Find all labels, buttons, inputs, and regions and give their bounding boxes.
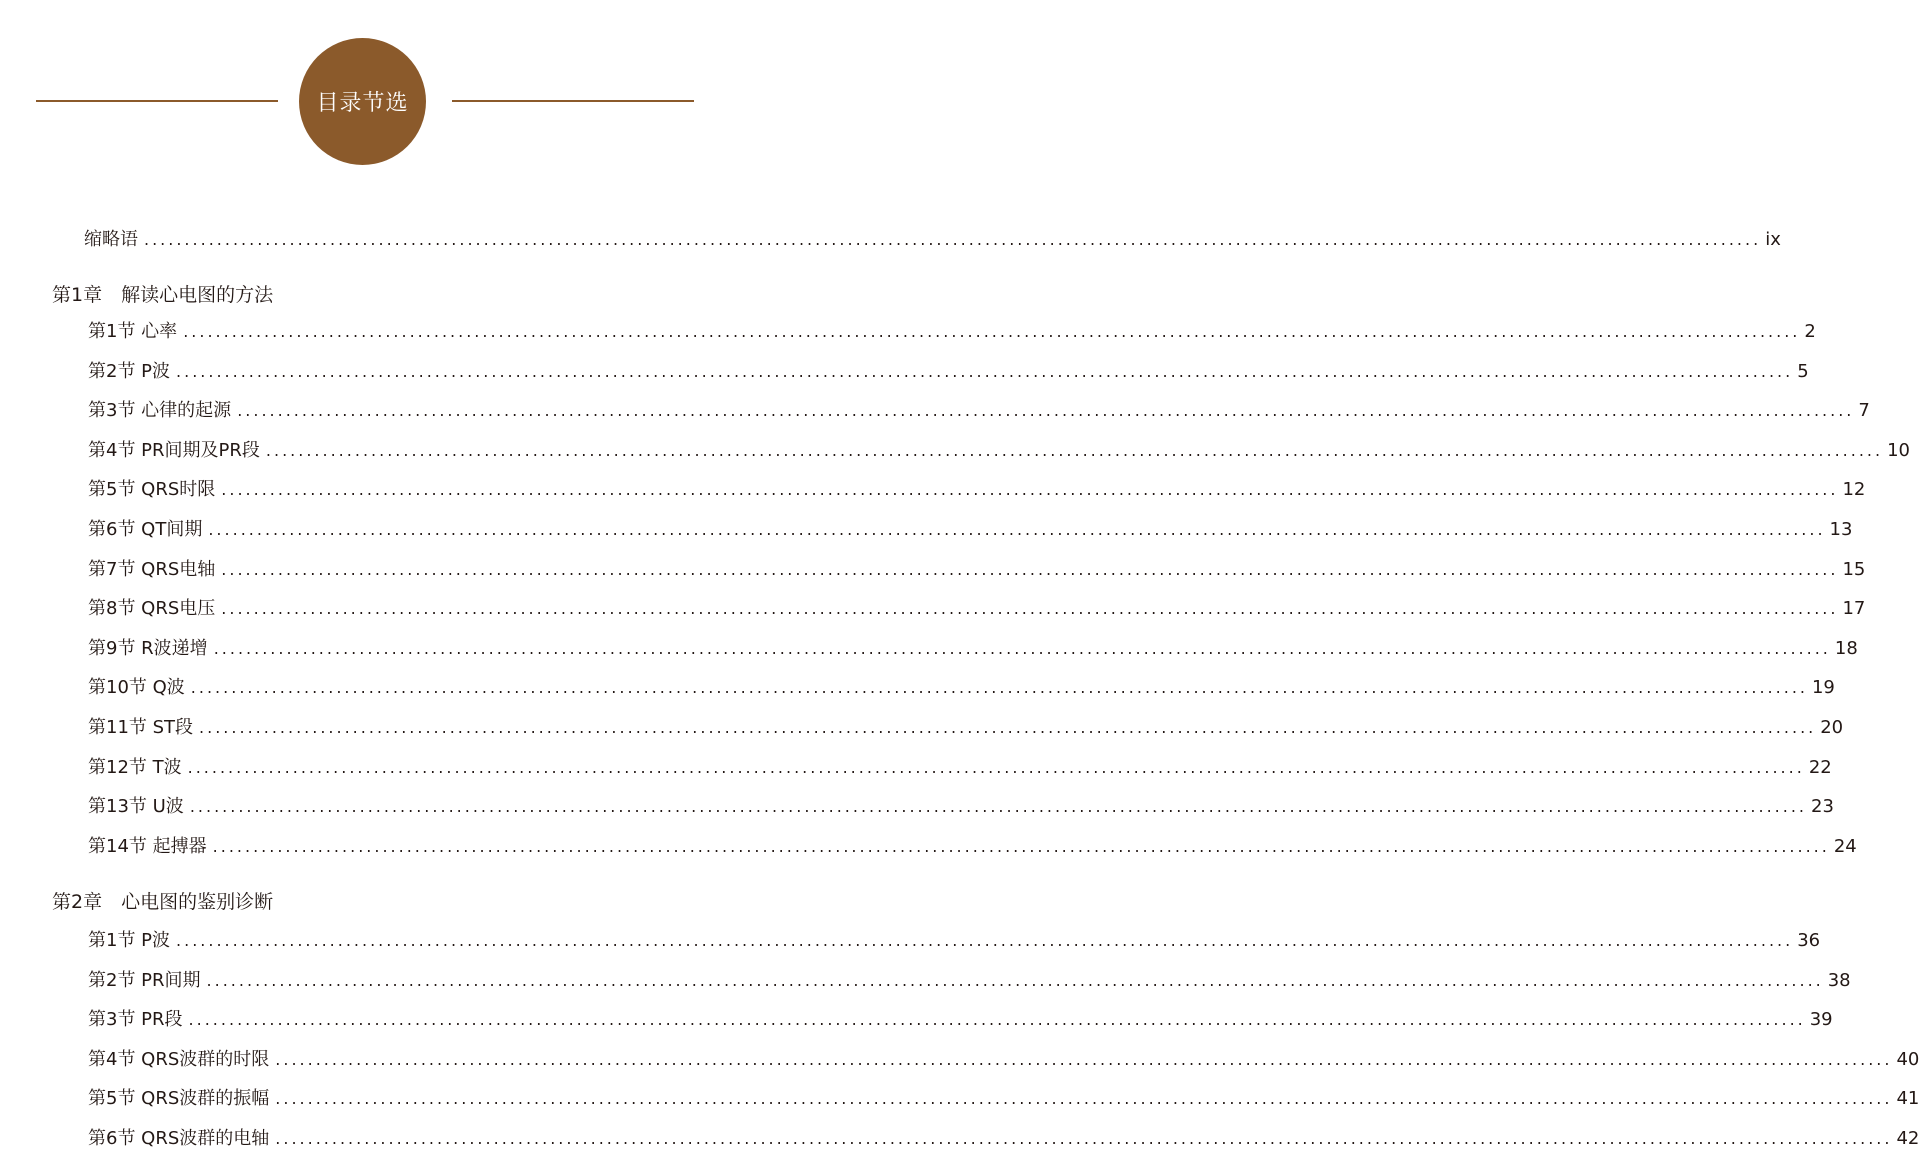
- toc-entry-label: 缩略语: [84, 229, 138, 250]
- toc-entry[interactable]: [88, 1008, 1833, 1032]
- toc-entry-page: 10: [1887, 440, 1910, 461]
- toc-entry-page: 5: [1797, 361, 1809, 382]
- toc-dot-leader: ........................................................................................................................................................................................................: [187, 758, 1805, 777]
- toc-entry-label: 第7节 QRS电轴: [88, 559, 216, 580]
- toc-entry-label: 第5节 QRS时限: [88, 479, 216, 500]
- toc-entry-page: 19: [1811, 677, 1835, 698]
- chapter-heading[interactable]: 第2章 心电图的鉴别诊断: [52, 891, 274, 913]
- toc-entry[interactable]: [88, 756, 1832, 780]
- toc-dot-leader: ........................................................................................................................................................................................................: [275, 1050, 1893, 1069]
- toc-dot-leader: ........................................................................................................................................................................................................: [221, 480, 1839, 499]
- toc-entry[interactable]: [88, 518, 1853, 542]
- toc-entry[interactable]: [88, 1048, 1919, 1072]
- toc-entry-label: 第5节 QRS波群的振幅: [88, 1088, 270, 1109]
- toc-entry-page: ix: [1765, 229, 1781, 250]
- toc-entry-label: 第1节 心率: [88, 321, 178, 342]
- page-header: [0, 0, 730, 170]
- toc-entry-page: 23: [1811, 796, 1834, 817]
- toc-entry-page: 39: [1809, 1009, 1833, 1030]
- toc-entry-page: 7: [1858, 400, 1870, 421]
- toc-entry[interactable]: [88, 1087, 1919, 1111]
- header-badge: [299, 38, 426, 165]
- toc-entry[interactable]: [88, 558, 1866, 582]
- toc-dot-leader: ........................................................................................................................................................................................................: [208, 520, 1826, 539]
- toc-dot-leader: ........................................................................................................................................................................................................: [265, 441, 1884, 460]
- toc-entry-page: 36: [1797, 930, 1821, 951]
- toc-entry-label: 第12节 T波: [88, 757, 182, 778]
- toc-entry-label: 第9节 R波递增: [88, 638, 208, 659]
- toc-entry[interactable]: [88, 597, 1866, 621]
- toc-dot-leader: ........................................................................................................................................................................................................: [237, 401, 1855, 420]
- toc-entry-label: 第11节 ST段: [88, 717, 194, 738]
- toc-entry-page: 13: [1829, 519, 1853, 540]
- toc-entry-label: 第6节 QRS波群的电轴: [88, 1128, 270, 1149]
- toc-dot-leader: ........................................................................................................................................................................................................: [221, 560, 1839, 579]
- toc-entry-label: 第10节 Q波: [88, 677, 185, 698]
- toc-entry[interactable]: [88, 835, 1857, 859]
- toc-dot-leader: ........................................................................................................................................................................................................: [213, 639, 1831, 658]
- toc-dot-leader: ........................................................................................................................................................................................................: [188, 1010, 1806, 1029]
- toc-dot-leader: ........................................................................................................................................................................................................: [275, 1089, 1893, 1108]
- toc-entry-label: 第13节 U波: [88, 796, 184, 817]
- toc-entry-label: 第6节 QT间期: [88, 519, 203, 540]
- toc-entry[interactable]: [88, 320, 1816, 344]
- toc-entry[interactable]: [88, 637, 1858, 661]
- toc-entry[interactable]: [84, 228, 1781, 252]
- toc-entry-page: 42: [1896, 1128, 1919, 1149]
- toc-entry[interactable]: [88, 1127, 1919, 1151]
- toc-entry-page: 41: [1896, 1088, 1919, 1109]
- toc-entry[interactable]: [88, 969, 1851, 993]
- toc-dot-leader: ........................................................................................................................................................................................................: [176, 931, 1794, 950]
- toc-dot-leader: ........................................................................................................................................................................................................: [275, 1129, 1893, 1148]
- toc-dot-leader: ........................................................................................................................................................................................................: [176, 362, 1794, 381]
- toc-entry-page: 18: [1834, 638, 1858, 659]
- toc-entry[interactable]: [88, 439, 1910, 463]
- toc-entry[interactable]: [88, 929, 1821, 953]
- toc-entry-page: 40: [1896, 1049, 1919, 1070]
- toc-dot-leader: ........................................................................................................................................................................................................: [221, 599, 1839, 618]
- toc-entry-label: 第4节 PR间期及PR段: [88, 440, 260, 461]
- toc-dot-leader: ........................................................................................................................................................................................................: [212, 837, 1830, 856]
- toc-entry-label: 第4节 QRS波群的时限: [88, 1049, 270, 1070]
- toc-dot-leader: ........................................................................................................................................................................................................: [183, 322, 1801, 341]
- toc-entry-label: 第8节 QRS电压: [88, 598, 216, 619]
- toc-entry-label: 第2节 P波: [88, 361, 171, 382]
- toc-entry[interactable]: [88, 716, 1844, 740]
- toc-dot-leader: ........................................................................................................................................................................................................: [190, 678, 1808, 697]
- toc-entry-page: 2: [1804, 321, 1816, 342]
- toc-entry[interactable]: [88, 795, 1834, 819]
- toc-entry-label: 第14节 起搏器: [88, 836, 207, 857]
- toc-entry-page: 15: [1842, 559, 1866, 580]
- toc-dot-leader: ........................................................................................................................................................................................................: [189, 797, 1807, 816]
- toc-entry-page: 24: [1833, 836, 1857, 857]
- toc-dot-leader: ........................................................................................................................................................................................................: [199, 718, 1817, 737]
- toc-entry[interactable]: [88, 399, 1870, 423]
- toc-dot-leader: ........................................................................................................................................................................................................: [206, 971, 1824, 990]
- toc-entry[interactable]: [88, 478, 1866, 502]
- toc-entry-page: 12: [1842, 479, 1866, 500]
- toc-entry-page: 17: [1842, 598, 1866, 619]
- toc-entry-label: 第3节 PR段: [88, 1009, 183, 1030]
- toc-entry[interactable]: [88, 676, 1835, 700]
- toc-entry-page: 38: [1827, 970, 1851, 991]
- toc-entry-label: 第2节 PR间期: [88, 970, 201, 991]
- toc-entry-label: 第1节 P波: [88, 930, 171, 951]
- chapter-heading[interactable]: 第1章 解读心电图的方法: [52, 284, 274, 306]
- toc-entry-page: 22: [1808, 757, 1832, 778]
- toc-entry[interactable]: [88, 360, 1809, 384]
- toc-entry-label: 第3节 心律的起源: [88, 400, 232, 421]
- toc-dot-leader: ........................................................................................................................................................................................................: [144, 230, 1762, 249]
- header-rule-left: [36, 100, 278, 102]
- toc-entry-page: 20: [1820, 717, 1844, 738]
- header-rule-right: [452, 100, 694, 102]
- page-title: 目录节选: [316, 91, 409, 116]
